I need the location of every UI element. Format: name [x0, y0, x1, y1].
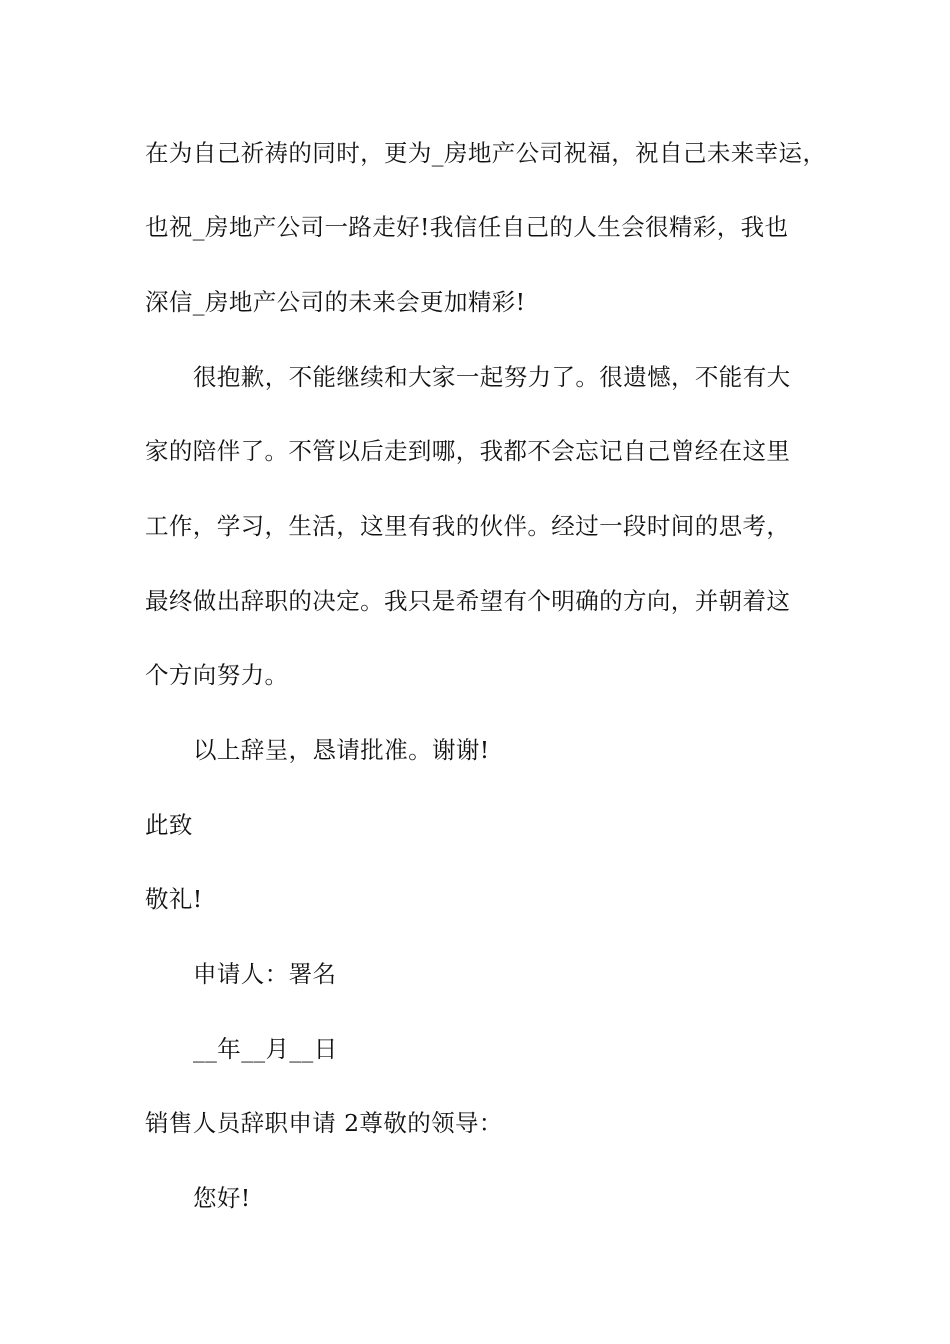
closing-request: 以上辞呈，恳请批准。谢谢! [193, 736, 490, 764]
applicant-signature: 申请人：署名 [193, 960, 337, 988]
paragraph-line: 深信_房地产公司的未来会更加精彩! [145, 288, 526, 316]
salutation-ci-zhi: 此致 [145, 811, 193, 839]
salutation-jing-li: 敬礼! [145, 885, 203, 913]
paragraph-line: 在为自己祈祷的同时，更为_房地产公司祝福，祝自己未来幸运， [145, 139, 827, 167]
paragraph-line: 个方向努力。 [145, 661, 289, 689]
paragraph-line: 最终做出辞职的决定。我只是希望有个明确的方向，并朝着这 [145, 587, 791, 615]
paragraph-line: 家的陪伴了。不管以后走到哪，我都不会忘记自己曾经在这里 [145, 437, 791, 465]
date-line: __年__月__日 [193, 1035, 338, 1063]
section-heading: 销售人员辞职申请 2尊敬的领导： [145, 1109, 503, 1137]
paragraph-line: 也祝_房地产公司一路走好!我信任自己的人生会很精彩，我也 [145, 213, 789, 241]
paragraph-line: 工作，学习，生活，这里有我的伙伴。经过一段时间的思考， [145, 512, 791, 540]
paragraph-line: 很抱歉，不能继续和大家一起努力了。很遗憾，不能有大 [193, 363, 791, 391]
greeting: 您好! [193, 1184, 251, 1212]
